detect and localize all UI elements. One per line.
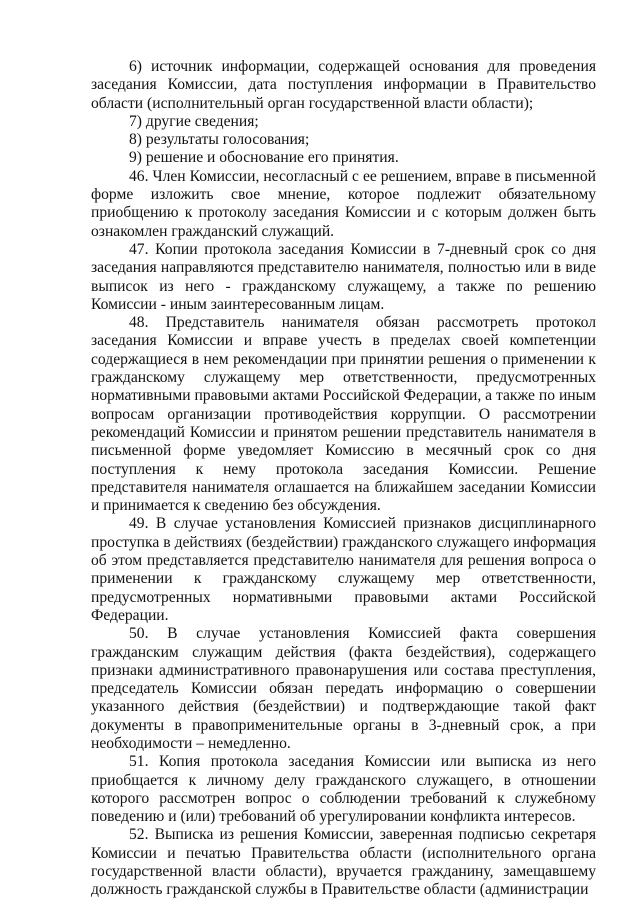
document-body [91, 58, 596, 900]
paragraph-50: 50. В случае установления Комиссией факта совершения гражданским служащим действия (факта бездействия), содержащего признаки административного правонарушения или состава преступления, председатель Комиссии обязан передать информацию о совершении указанного действия (бездействии) и подтверждающие такой факт документы в правоприменительные органы в 3-дневный срок, а при необходимости – немедленно. [91, 625, 596, 752]
paragraph-item-8-vote-results: 8) результаты голосования; [129, 131, 310, 149]
paragraph-item-9-decision: 9) решение и обоснование его принятия. [129, 149, 399, 167]
paragraph-51: 51. Копия протокола заседания Комиссии или выписка из него приобщается к личному делу гражданского служащего, в отношении которого рассмотрен вопрос о соблюдении требований к служебному поведению и (или) требований об урегулировании конфликта интересов. [91, 753, 596, 826]
paragraph-item-7-other-info: 7) другие сведения; [129, 112, 259, 130]
paragraph-49: 49. В случае установления Комиссией признаков дисциплинарного проступка в действиях (бездействии) гражданского служащего информация об этом представляется представителю нанимателя для решения вопроса о применении к гражданскому служащему мер ответственности, предусмотренных нормативными правовыми актами Российской Федерации. [91, 515, 596, 624]
paragraph-47: 47. Копии протокола заседания Комиссии в 7-дневный срок со дня заседания направляются представителю нанимателя, полностью или в виде выписок из него - гражданскому служащему, а также по решению Комиссии - иным заинтересованным лицам. [91, 240, 596, 313]
paragraph-48: 48. Представитель нанимателя обязан рассмотреть протокол заседания Комиссии и вправе учесть в пределах своей компетенции содержащиеся в нем рекомендации при принятии решения о применении к гражданскому служащему мер ответственности, предусмотренных нормативными правовыми актами Российской Федерации, а также по иным вопросам организации противодействия коррупции. О рассмотрении рекомендаций Комиссии и принятом решении представитель нанимателя в письменной форме уведомляет Комиссию в месячный срок со дня поступления к нему протокола заседания Комиссии. Решение представителя нанимателя оглашается на ближайшем заседании Комиссии и принимается к сведению без обсуждения. [91, 314, 596, 515]
paragraph-item-6-source: 6) источник информации, содержащей основания для проведения заседания Комиссии, дата поступления информации в Правительство области (исполнительный орган государственной власти области); [91, 58, 596, 112]
paragraph-52: 52. Выписка из решения Комиссии, заверенная подписью секретаря Комиссии и печатью Правительства области (исполнительного органа государственной власти области), вручается гражданину, замещавшему должность гражданской службы в Правительстве области (администрации [91, 826, 596, 899]
paragraph-46: 46. Член Комиссии, несогласный с ее решением, вправе в письменной форме изложить свое мнение, которое подлежит обязательному приобщению к протоколу заседания Комиссии и с которым должен быть ознакомлен гражданский служащий. [91, 167, 596, 240]
